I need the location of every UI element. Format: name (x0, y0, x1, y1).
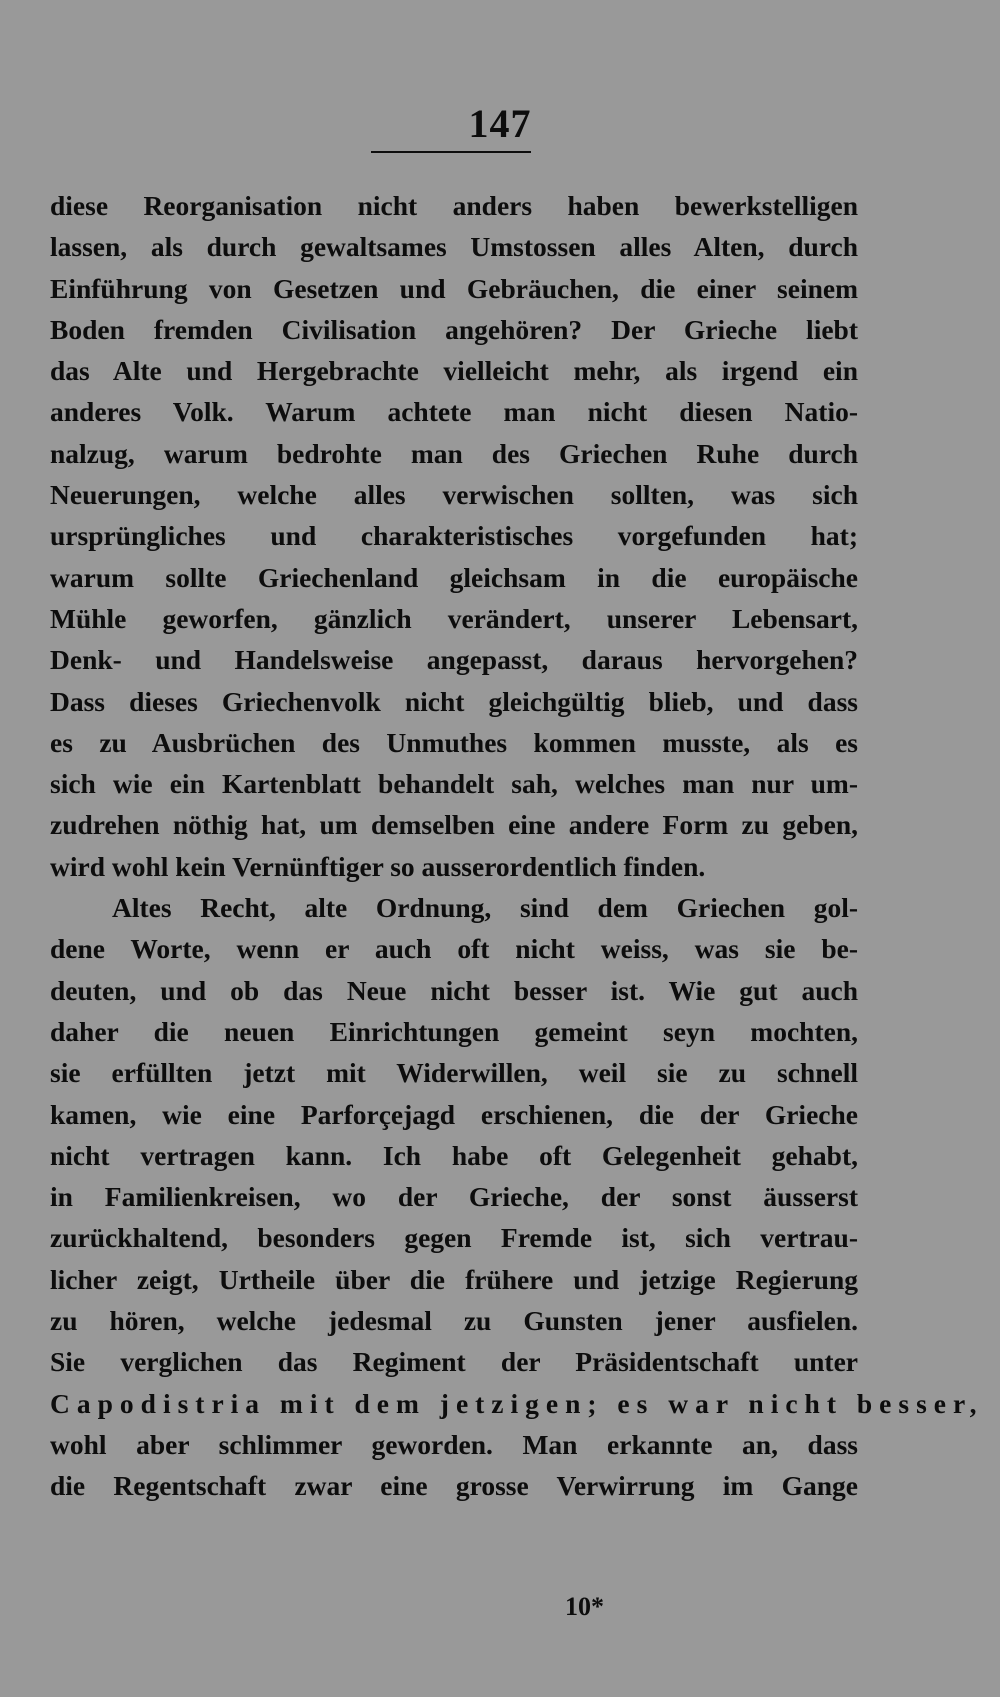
text-line: daher die neuen Einrichtungen gemeint seyn mochten, (50, 1015, 858, 1047)
text-line: die Regentschaft zwar eine grosse Verwirrung im Gange (50, 1470, 858, 1502)
text-line: lassen, als durch gewaltsames Umstossen alles Alten, durch (50, 231, 858, 263)
text-line: Altes Recht, alte Ordnung, sind dem Griechen gol- (112, 892, 858, 924)
text-line: Denk- und Handelsweise angepasst, daraus hervorgehen? (50, 644, 858, 676)
text-line: ursprüngliches und charakteristisches vorgefunden hat; (50, 520, 858, 552)
body-text (50, 185, 984, 1507)
signature-mark: 10* (565, 1592, 604, 1621)
text-line: sich wie ein Kartenblatt behandelt sah, welches man nur um- (50, 768, 858, 800)
text-line: warum sollte Griechenland gleichsam in die europäische (50, 561, 858, 593)
text-line: zu hören, welche jedesmal zu Gunsten jener ausfielen. (50, 1305, 858, 1337)
text-line: Neuerungen, welche alles verwischen sollten, was sich (50, 479, 858, 511)
text-line: Sie verglichen das Regiment der Präsidentschaft unter (50, 1346, 858, 1378)
text-line: diese Reorganisation nicht anders haben bewerkstelligen (50, 190, 858, 221)
text-line: dene Worte, wenn er auch oft nicht weiss, was sie be- (50, 933, 858, 965)
text-line: Boden fremden Civilisation angehören? Der Grieche liebt (50, 313, 858, 345)
text-line: deuten, und ob das Neue nicht besser ist. Wie gut auch (50, 974, 858, 1006)
text-line: es zu Ausbrüchen des Unmuthes kommen musste, als es (50, 726, 858, 758)
text-line: das Alte und Hergebrachte vielleicht mehr, als irgend ein (50, 355, 858, 387)
text-line: anderes Volk. Warum achtete man nicht diesen Natio- (50, 396, 858, 428)
text-line: kamen, wie eine Parforçejagd erschienen, die der Grieche (50, 1098, 858, 1130)
text-line: zudrehen nöthig hat, um demselben eine andere Form zu geben, (50, 809, 858, 841)
text-line: nicht vertragen kann. Ich habe oft Gelegenheit gehabt, (50, 1139, 858, 1171)
text-line: Mühle geworfen, gänzlich verändert, unserer Lebensart, (50, 602, 858, 634)
text-line: sie erfüllten jetzt mit Widerwillen, weil sie zu schnell (50, 1057, 858, 1089)
text-line: wird wohl kein Vernünftiger so ausserordentlich finden. (50, 850, 706, 882)
text-line: Dass dieses Griechenvolk nicht gleichgültig blieb, und dass (50, 685, 858, 717)
text-line: licher zeigt, Urtheile über die frühere und jetzige Regierung (50, 1263, 858, 1295)
page-number: 147 (468, 101, 532, 146)
header-rule (371, 151, 531, 153)
text-line: wohl aber schlimmer geworden. Man erkannte an, dass (50, 1428, 858, 1460)
text-line: in Familienkreisen, wo der Grieche, der sonst äusserst (50, 1181, 858, 1213)
text-line: nalzug, warum bedrohte man des Griechen Ruhe durch (50, 437, 858, 469)
text-line: zurückhaltend, besonders gegen Fremde ist, sich vertrau- (50, 1222, 858, 1254)
text-line: Capodistria mit dem jetzigen; es war nicht besser, (50, 1387, 984, 1419)
text-line: Einführung von Gesetzen und Gebräuchen, die einer seinem (50, 272, 858, 304)
